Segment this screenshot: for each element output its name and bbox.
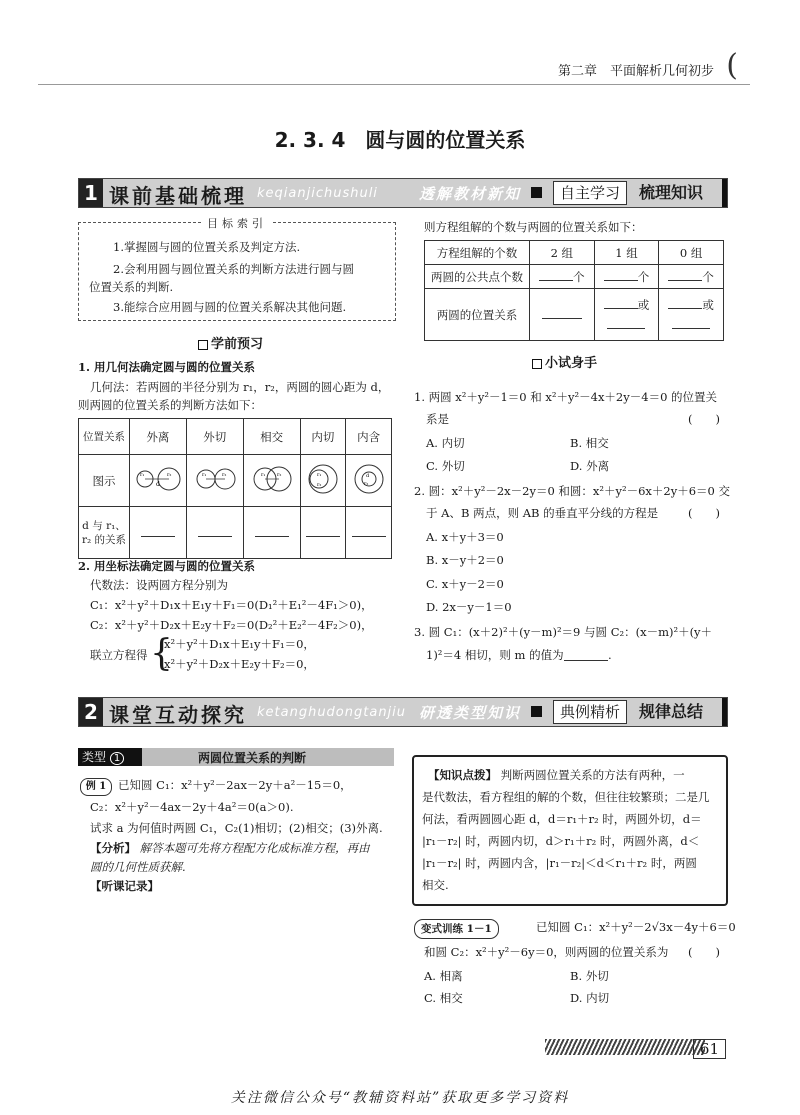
table-header: 相交	[243, 419, 300, 455]
table-header: 位置关系	[79, 419, 130, 455]
banner-endbar	[722, 179, 727, 207]
diagram-label: r₂	[276, 472, 282, 478]
diagram-separate	[130, 455, 187, 507]
knowledge-box	[412, 755, 728, 906]
diagram-external	[186, 455, 243, 507]
q1: 1. 两圆 x²＋y²－1＝0 和 x²＋y²－4x＋2y－4＝0 的位置关	[414, 390, 718, 404]
q1: 系是	[426, 412, 449, 426]
example-tag: 例 1	[80, 778, 112, 796]
brace: {	[150, 633, 173, 674]
ex1-line: 试求 a 为何值时两圆 C₁，C₂(1)相切；(2)相交；(3)外离.	[90, 821, 383, 835]
footer-note: 关注微信公众号“教辅资料站”获取更多学习资料	[230, 1090, 570, 1106]
variant-line: 已知圆 C₁：x²＋y²－2√3x－4y＋6＝0	[536, 920, 736, 934]
option: B. 外切	[570, 969, 609, 983]
alg-c2: C₂：x²＋y²＋D₂x＋E₂y＋F₂＝0(D₂²＋E₂²－4F₂＞0)，	[90, 618, 373, 632]
type-tag: 类型 1	[78, 748, 142, 766]
table-header: 外离	[130, 419, 187, 455]
ex1-line: 已知圆 C₁：x²＋y²－2ax－2y＋a²－15＝0，	[118, 778, 352, 792]
diagram-label: r₂	[363, 481, 369, 487]
goal-item: 1.掌握圆与圆的位置关系及判定方法.	[113, 240, 301, 254]
banner-number: 2	[79, 698, 103, 726]
ex1-line: C₂：x²＋y²－4ax－2y＋4a²＝0(a＞0).	[90, 800, 294, 814]
option: D. 内切	[570, 991, 610, 1005]
page-title: 2. 3. 4 圆与圆的位置关系	[274, 128, 526, 152]
preview-heading: 学前预习	[198, 333, 263, 352]
banner-endbar	[722, 698, 727, 726]
alg-sys: x²＋y²＋D₂x＋E₂y＋F₂＝0，	[164, 657, 315, 671]
goal-item: 位置关系的判断.	[89, 280, 174, 294]
type-bar	[78, 748, 394, 766]
option: C. 相交	[424, 991, 463, 1005]
goals-box	[78, 217, 396, 321]
q3: 3. 圆 C₁：(x＋2)²＋(y－m)²＝9 与圆 C₂：(x－m)²＋(y＋	[414, 625, 713, 639]
banner-square	[531, 706, 542, 717]
section-banner-2	[78, 697, 728, 727]
diagram-label: r₂	[166, 472, 172, 478]
diagram-label: r₁	[316, 472, 322, 478]
geometry-table	[78, 418, 392, 559]
q2: 2. 圆：x²＋y²－2x－2y＝0 和圆：x²＋y²－6x＋2y＋6＝0 交	[414, 484, 731, 498]
option: A. x＋y＋3＝0	[426, 530, 504, 544]
diagram-internal	[300, 455, 346, 507]
diagram-label: r₁	[201, 472, 207, 478]
know-line: 相交.	[422, 878, 449, 892]
q3: 1)²＝4 相切，则 m 的值为	[426, 648, 564, 662]
diagram-label: r₂	[221, 472, 227, 478]
know-line: 【知识点拨】 判断两圆位置关系的方法有两种，一	[428, 768, 685, 782]
diagram-label: r₂	[316, 482, 322, 488]
table-header: 外切	[186, 419, 243, 455]
banner-pinyin: ketanghudongtanjiu	[257, 705, 407, 720]
option: A. 相离	[424, 969, 463, 983]
geo-intro: 几何法：若两圆的半径分别为 r₁，r₂，两圆的圆心距为 d，	[90, 380, 390, 394]
ex1-record: 【听课记录】	[90, 879, 159, 893]
q2: 于 A、B 两点，则 AB 的垂直平分线的方程是	[426, 506, 659, 520]
diagram-label: r₁	[260, 472, 266, 478]
row-label: 两圆的公共点个数	[425, 265, 530, 289]
table-header: 内切	[300, 419, 346, 455]
option: C. x＋y－2＝0	[426, 577, 504, 591]
page-hatch	[545, 1039, 705, 1055]
diagram-label: d	[155, 481, 160, 488]
know-line: 何法，看两圆圆心距 d，d＝r₁＋r₂ 时，两圆外切，d＝	[422, 812, 702, 826]
banner-square	[531, 187, 542, 198]
diagram-intersect	[243, 455, 300, 507]
option: B. x－y＋2＝0	[426, 553, 504, 567]
diagram-label: r₁	[139, 472, 145, 478]
table-header: 内含	[346, 419, 392, 455]
type-title: 两圆位置关系的判断	[198, 751, 307, 765]
answer-paren: ( )	[688, 506, 720, 520]
banner-slogan: 透解教材新知	[419, 185, 522, 203]
ex1-analysis: 【分析】 解答本题可先将方程配方化成标准方程，再由	[90, 841, 370, 855]
banner-box-example: 典例精析	[553, 700, 627, 724]
table-header: 2 组	[530, 241, 595, 265]
right-intro: 则方程组解的个数与两圆的位置关系如下：	[424, 220, 643, 234]
alg-sys-label: 联立方程得	[90, 648, 148, 662]
answer-paren: ( )	[688, 945, 720, 959]
goal-item: 2.会利用圆与圆位置关系的判断方法进行圆与圆	[113, 262, 354, 276]
option: D. 2x－y－1＝0	[426, 600, 512, 614]
know-line: |r₁－r₂| 时，两圆内含，|r₁－r₂|＜d＜r₁＋r₂ 时，两圆	[422, 856, 697, 870]
alg-sys: x²＋y²＋D₁x＋E₁y＋F₁＝0，	[164, 637, 315, 651]
trial-heading: 小试身手	[532, 352, 597, 371]
banner-title: 课前基础梳理	[109, 184, 247, 208]
chapter-header: 第二章 平面解析几何初步	[557, 64, 714, 79]
banner-box-study: 自主学习	[553, 181, 627, 205]
alg-line: 代数法：设两圆方程分别为	[90, 578, 228, 592]
banner-pinyin: keqianjichushuli	[257, 186, 378, 201]
solution-table: 方程组解的个数 2 组 1 组 0 组 两圆的公共点个数 个 个 个 两圆的位置关系 或 或	[424, 240, 724, 341]
bookmark-icon	[532, 359, 542, 369]
option: D. 外离	[570, 459, 610, 473]
page-number: 61	[693, 1039, 726, 1059]
bookmark-icon	[198, 340, 208, 350]
variant-tag: 变式训练 1－1	[414, 919, 499, 939]
row-label: 图示	[79, 455, 130, 507]
banner-box-summary: 梳理知识	[639, 183, 704, 202]
table-header: 1 组	[594, 241, 659, 265]
option: A. 内切	[426, 436, 465, 450]
diagram-label: d	[365, 473, 369, 479]
table-header: 0 组	[659, 241, 724, 265]
header-bracket: (	[726, 48, 738, 83]
know-line: 是代数法，看方程组的解的个数，但往往较繁琐；二是几	[422, 790, 710, 804]
answer-paren: ( )	[688, 412, 720, 426]
answer-blank	[564, 660, 608, 661]
geo-intro: 则两圆的位置关系的判断方法如下：	[78, 398, 262, 412]
table-header: 方程组解的个数	[425, 241, 530, 265]
goals-title: 目标索引	[201, 217, 273, 230]
alg-c1: C₁：x²＋y²＋D₁x＋E₁y＋F₁＝0(D₁²＋E₁²－4F₁＞0)，	[90, 598, 373, 612]
banner-box-rules: 规律总结	[639, 702, 704, 721]
goal-item: 3.能综合应用圆与圆的位置关系解决其他问题.	[113, 300, 347, 314]
option: B. 相交	[570, 436, 609, 450]
know-line: |r₁－r₂| 时，两圆内切，d＞r₁＋r₂ 时，两圆外离，d＜	[422, 834, 700, 848]
alg-heading: 2. 用坐标法确定圆与圆的位置关系	[78, 559, 256, 573]
ex1-analysis: 圆的几何性质获解.	[90, 860, 186, 874]
banner-title: 课堂互动探究	[109, 703, 247, 727]
variant-line: 和圆 C₂：x²＋y²－6y＝0，则两圆的位置关系为	[424, 945, 669, 959]
row-label: d 与 r₁、r₂ 的关系	[79, 507, 130, 559]
section-banner-1	[78, 178, 728, 208]
geo-heading: 1. 用几何法确定圆与圆的位置关系	[78, 360, 256, 374]
banner-slogan: 研透类型知识	[419, 704, 522, 722]
banner-number: 1	[79, 179, 103, 207]
diagram-contain	[346, 455, 392, 507]
header-divider	[38, 84, 750, 85]
q3-end: .	[608, 648, 612, 662]
option: C. 外切	[426, 459, 465, 473]
row-label: 两圆的位置关系	[425, 289, 530, 341]
